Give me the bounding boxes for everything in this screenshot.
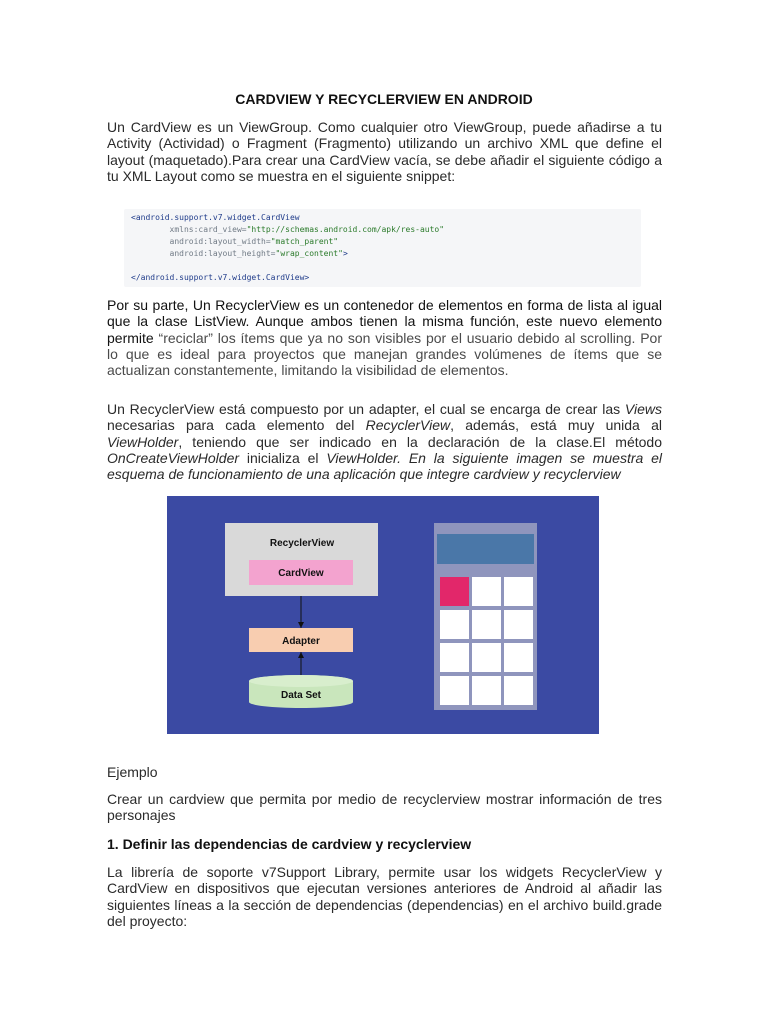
code-attr-height: android:layout_height= <box>169 249 276 258</box>
phone-cell <box>472 610 501 639</box>
phone-cell <box>504 676 533 705</box>
para3-italic-oncreate: OnCreateViewHolder <box>107 449 240 466</box>
phone-header <box>437 534 534 564</box>
section1-text: La librería de soporte v7Support Library, permite usar los widgets RecyclerView y CardView en dispositivos que ejecutan versiones anteriores de Android al añadir las siguientes líneas a la sección de dependencias (dependencias) en el archivo build.grade del proyecto: <box>107 864 662 929</box>
dataset-label: Data Set <box>280 690 322 701</box>
para3-italic-viewholder-2: ViewHolder. En la siguiente imagen se muestra el esquema de funcionamiento de una aplicación que integre cardview y recyclerview <box>107 449 662 483</box>
document-title: CARDVIEW Y RECYCLERVIEW EN ANDROID <box>235 91 533 107</box>
cardview-label: CardView <box>278 568 324 579</box>
phone-cell <box>440 676 469 705</box>
recyclerview-box <box>225 523 378 596</box>
adapter-label: Adapter <box>282 636 320 647</box>
dataset-cylinder-top <box>249 675 353 687</box>
adapter-paragraph <box>107 401 662 482</box>
diagram-svg <box>167 496 599 734</box>
para3-text-2: necesarias para cada elemento del <box>107 417 366 434</box>
phone-cell <box>504 610 533 639</box>
phone-cell <box>472 643 501 672</box>
section1-heading: 1. Definir las dependencias de cardview y recyclerview <box>107 836 472 852</box>
code-tag-end: > <box>342 249 348 258</box>
code-val-width: "match_parent" <box>270 237 339 246</box>
code-val-xmlns: "http://schemas.android.com/apk/res-auto" <box>246 225 445 234</box>
code-open-tag: <android.support.v7.widget.CardView <box>131 213 300 222</box>
xml-code-snippet <box>124 209 641 287</box>
phone-cell <box>440 643 469 672</box>
para2-line2: “reciclar” los ítems que ya no son visibles por el usuario debido al scrolling. Por lo que es ideal para proyectos que manejan grandes volúmenes de ítems que se actualizan constantemente, limitando la visibilidad de elementos. <box>107 329 662 379</box>
phone-cell <box>504 577 533 606</box>
recyclerview-label: RecyclerView <box>269 538 335 549</box>
code-close-tag: </android.support.v7.widget.CardView> <box>131 273 310 282</box>
para2-lead: Por su parte, <box>107 297 189 313</box>
para3-text-4: , teniendo que ser indicado en la declaración de la clase.El método <box>178 433 662 450</box>
phone-cell <box>472 676 501 705</box>
architecture-diagram <box>167 496 599 734</box>
code-text <box>131 212 444 284</box>
para3-text-1: Un RecyclerView está compuesto por un adapter, el cual se encarga de crear las <box>107 401 625 417</box>
para2-line1: Un RecyclerView es un contenedor de elementos en forma de lista al igual que la clase ListView. Aunque ambos tienen la misma función, este nuevo elemento permite <box>107 297 663 346</box>
para3-text-5: inicializa el <box>239 449 327 466</box>
para3-italic-viewholder: ViewHolder <box>107 433 179 450</box>
ejemplo-label: Ejemplo <box>107 764 158 780</box>
code-val-height: "wrap_content" <box>275 249 343 258</box>
phone-cell-selected <box>440 577 469 606</box>
code-attr-xmlns: xmlns:card_view= <box>169 225 247 234</box>
phone-cell <box>440 610 469 639</box>
ejemplo-text: Crear un cardview que permita por medio de recyclerview mostrar información de tres personajes <box>107 791 662 824</box>
para3-italic-recyclerview: RecyclerView <box>365 417 451 434</box>
para3-text-3: , además, está muy unida al <box>450 417 662 434</box>
phone-cell <box>472 577 501 606</box>
recyclerview-paragraph <box>107 297 662 378</box>
phone-cell <box>504 643 533 672</box>
para3-italic-views: Views <box>624 401 662 417</box>
code-attr-width: android:layout_width= <box>169 237 271 246</box>
intro-paragraph: Un CardView es un ViewGroup. Como cualquier otro ViewGroup, puede añadirse a tu Activity (Actividad) o Fragment (Fragmento) utilizando un archivo XML que define el layout (maquetado).Para crear una CardView vacía, se debe añadir el siguiente código a tu XML Layout como se muestra en el siguiente snippet: <box>107 119 662 184</box>
